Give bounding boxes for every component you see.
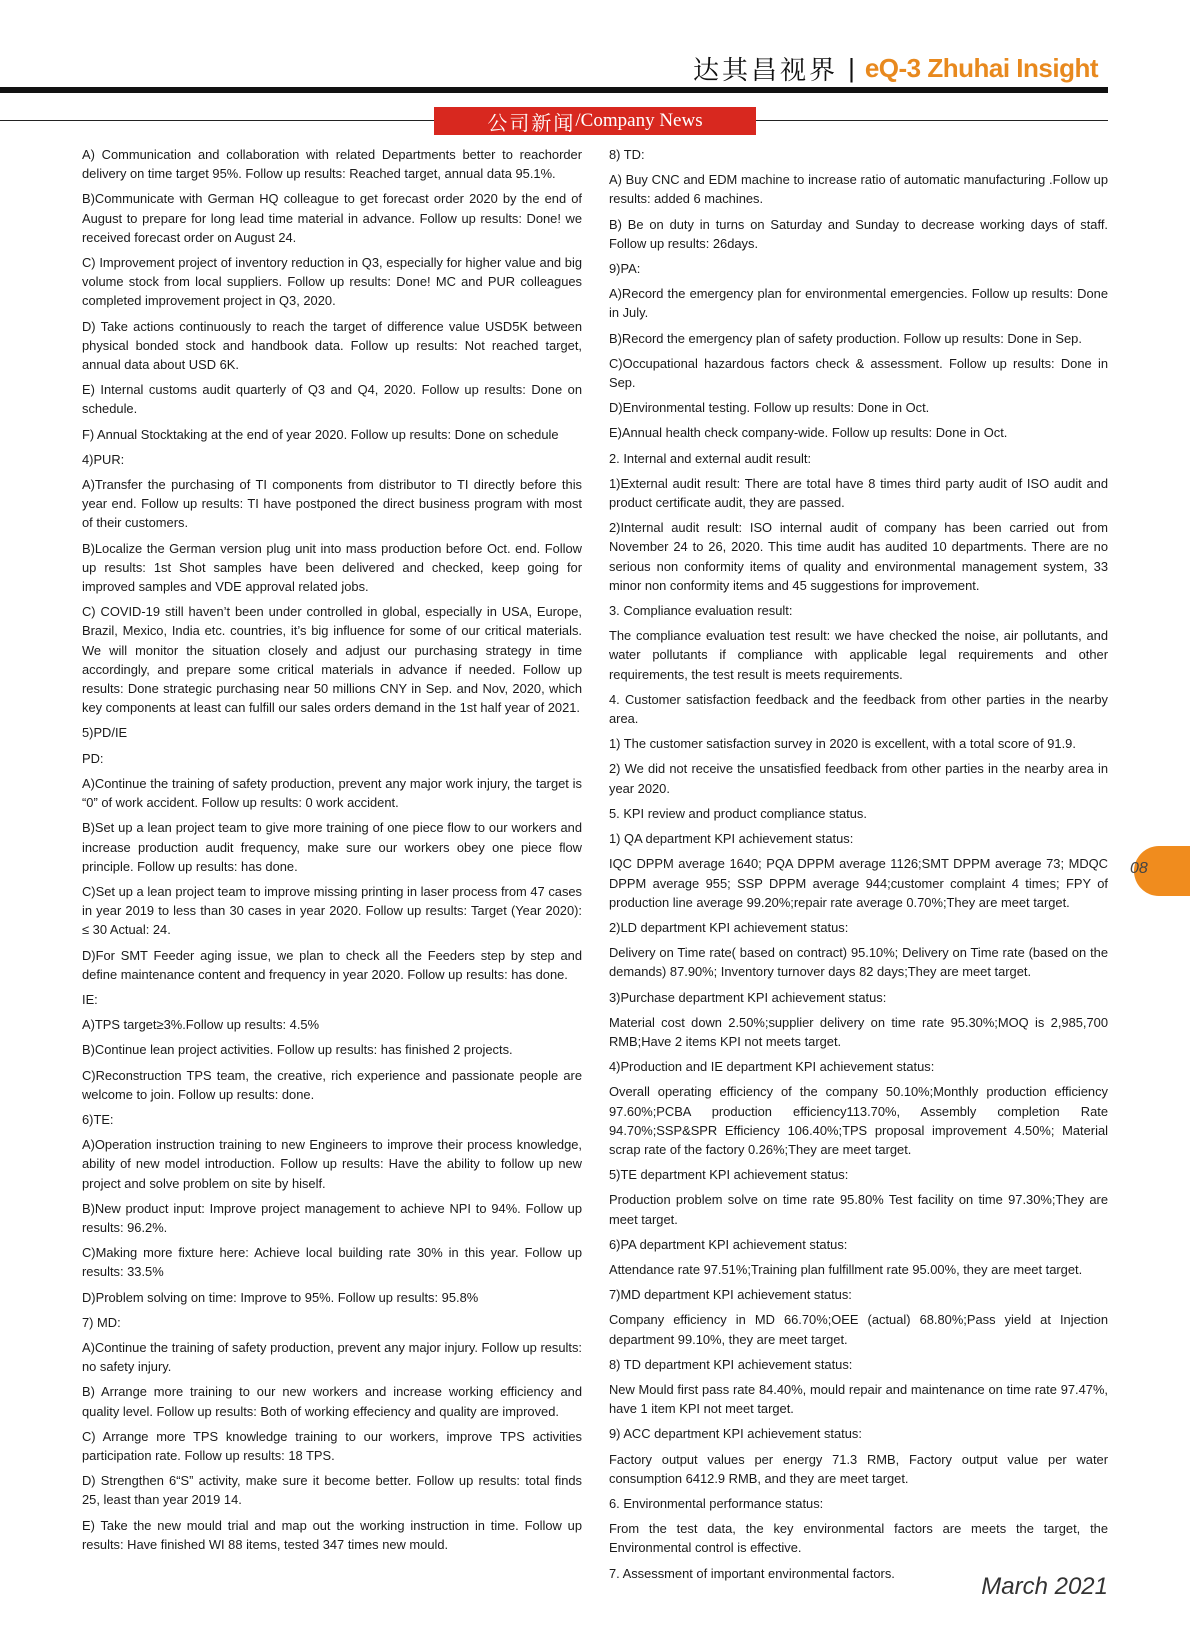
paragraph: A) Communication and collaboration with related Departments better to reachorder delivery on time target 95%. Follow up results: Reached target, annual data 95.1%. — [82, 147, 582, 182]
paragraph: A) Buy CNC and EDM machine to increase ratio of automatic manufacturing .Follow up results: added 6 machines. — [609, 172, 1108, 207]
paragraph: B)Communicate with German HQ colleague to get forecast order 2020 by the end of August to prepare for long lead time material in advance. Follow up results: Done! we received forecast order on August 24. — [82, 191, 582, 245]
paragraph: IQC DPPM average 1640; PQA DPPM average 1126;SMT DPPM average 73; MDQC DPPM average 955; SSP DPPM average 944;customer complaint 4 times; FPY of production line average 99.20%;repair rate average 0.70%;They are meet target. — [609, 856, 1108, 910]
paragraph: C) COVID-19 still haven’t been under controlled in global, especially in USA, Europe, Brazil, Mexico, India etc. countries, it’s big influence for some of our critical materials. We will monitor the situation closely and adjust our purchasing strategy in time accordingly, and prepare some critical materials in advance if needed. Follow up results: Done strategic purchasing near 50 millions CNY in Sep. and Nov, 2020, which key components at least can fulfill our sales orders demand in the 1st half year of 2021. — [82, 604, 582, 716]
page-number: 08 — [1130, 860, 1148, 877]
left-column — [82, 145, 582, 1560]
subheading: 6)PA department KPI achievement status: — [609, 1236, 848, 1252]
subheading: 5)TE department KPI achievement status: — [609, 1167, 849, 1183]
paragraph: C) Arrange more TPS knowledge training to our workers, improve TPS activities participation rate. Follow up results: 18 TPS. — [82, 1428, 582, 1463]
subheading: 8) TD department KPI achievement status: — [609, 1356, 853, 1372]
subheading: 6)TE: — [82, 1111, 114, 1127]
paragraph: B)Record the emergency plan of safety production. Follow up results: Done in Sep. — [609, 330, 1082, 346]
paragraph: E)Annual health check company-wide. Follow up results: Done in Oct. — [609, 425, 1008, 441]
subheading: 3)Purchase department KPI achievement status: — [609, 989, 887, 1005]
paragraph: Production problem solve on time rate 95.80% Test facility on time 97.30%;They are meet target. — [609, 1192, 1108, 1227]
paragraph: D) Strengthen 6“S” activity, make sure it become better. Follow up results: total finds 25, least than year 2019 14. — [82, 1473, 582, 1508]
paragraph: C)Set up a lean project team to improve missing printing in laser process from 47 cases in year 2019 to less than 30 cases in year 2020. Follow up results: Target (Year 2020): ≤ 30 Actual: 24. — [82, 883, 582, 938]
paragraph: C)Reconstruction TPS team, the creative, rich experience and passionate people are welcome to join. Follow up results: done. — [82, 1067, 582, 1102]
paragraph: B) Arrange more training to our new workers and increase working efficiency and quality level. Follow up results: Both of working effeciency and quality are improved. — [82, 1384, 582, 1419]
paragraph: D)Environmental testing. Follow up results: Done in Oct. — [609, 400, 930, 416]
subheading: 4)Production and IE department KPI achievement status: — [609, 1059, 935, 1075]
paragraph: 2) We did not receive the unsatisfied feedback from other parties in the nearby area in year 2020. — [609, 761, 1108, 796]
paragraph: C) Improvement project of inventory reduction in Q3, especially for higher value and big volume stock from local suppliers. Follow up results: Done! MC and PUR colleagues completed improvement project in Q3, 2020. — [82, 255, 582, 309]
paragraph: 2)Internal audit result: ISO internal audit of company has been carried out from November 24 to 26, 2020. This time audit has audited 10 departments. There are no serious non conformity items of quality and environmental management system, 33 minor non conformity items and 45 suggestions for improvement. — [609, 520, 1108, 593]
footer-date: March 2021 — [981, 1573, 1108, 1600]
paragraph: Delivery on Time rate( based on contract) 95.10%; Delivery on Time rate (based on the demands) 87.90%; Inventory turnover days 82 days;They are meet target. — [609, 945, 1108, 980]
brand-english: eQ-3 Zhuhai Insight — [864, 52, 1098, 83]
paragraph: C)Occupational hazardous factors check & assessment. Follow up results: Done in Sep. — [609, 355, 1108, 391]
paragraph: D) Take actions continuously to reach the target of difference value USD5K between physical bonded stock and handbook data. Follow up results: Not reached target, annual data about USD 6K. — [82, 318, 582, 373]
subheading: 8) TD: — [609, 147, 645, 162]
subheading: IE: — [82, 991, 98, 1007]
subheading: 2. Internal and external audit result: — [609, 450, 812, 466]
paragraph: A)Transfer the purchasing of TI components from distributor to TI directly before this year end. Follow up results: TI have postponed the direct business program with most of their customers. — [82, 477, 582, 531]
paragraph: D)For SMT Feeder aging issue, we plan to check all the Feeders step by step and define maintenance content and frequency in year 2020. Follow up results: has done. — [82, 947, 582, 982]
paragraph: From the test data, the key environmental factors are meets the target, the Environmental control is effective. — [609, 1521, 1108, 1556]
paragraph: Company efficiency in MD 66.70%;OEE (actual) 68.80%;Pass yield at Injection department 99.10%, they are meet target. — [609, 1312, 1108, 1347]
subheading: 2)LD department KPI achievement status: — [609, 919, 849, 935]
paragraph: A)Continue the training of safety production, prevent any major work injury, the target is “0” of work accident. Follow up results: 0 work accident. — [82, 775, 582, 811]
section-banner — [434, 107, 756, 135]
paragraph: B)Set up a lean project team to give more training of one piece flow to our workers and increase production audit frequency, make sure our workers obey one piece flow principle. Follow up results: has done. — [82, 820, 582, 874]
section-label-chinese: 公司新闻 — [487, 110, 576, 135]
masthead — [693, 50, 1098, 86]
brand-chinese: 达其昌视界 — [693, 55, 839, 86]
paragraph: New Mould first pass rate 84.40%, mould repair and maintenance on time rate 97.47%, have 1 item KPI not meet target. — [609, 1381, 1108, 1417]
paragraph: A)Continue the training of safety production, prevent any major injury. Follow up results: no safety injury. — [82, 1339, 582, 1375]
paragraph: E) Take the new mould trial and map out the working instruction in time. Follow up results: Have finished WI 88 items, tested 347 times new mould. — [82, 1517, 582, 1552]
paragraph: Material cost down 2.50%;supplier delivery on time rate 95.30%;MOQ is 2,985,700 RMB;Have 2 items KPI not meets target. — [609, 1014, 1108, 1049]
paragraph: E) Internal customs audit quarterly of Q3 and Q4, 2020. Follow up results: Done on schedule. — [82, 382, 582, 417]
subheading: 5. KPI review and product compliance status. — [609, 805, 867, 821]
subheading: 9)PA: — [609, 261, 641, 277]
paragraph: F) Annual Stocktaking at the end of year 2020. Follow up results: Done on schedule — [82, 426, 559, 442]
paragraph: A)TPS target≥3%.Follow up results: 4.5% — [82, 1017, 320, 1033]
subheading: 4)PUR: — [82, 451, 125, 467]
subheading: 1) QA department KPI achievement status: — [609, 831, 854, 847]
subheading: 7. Assessment of important environmental factors. — [609, 1565, 895, 1581]
paragraph: 1)External audit result: There are total have 8 times third party audit of ISO audit and product certificate audit, they are passed. — [609, 475, 1108, 511]
subheading: 6. Environmental performance status: — [609, 1495, 824, 1511]
paragraph: D)Problem solving on time: Improve to 95%. Follow up results: 95.8% — [82, 1289, 479, 1305]
subheading: 3. Compliance evaluation result: — [609, 603, 793, 619]
paragraph: Overall operating efficiency of the company 50.10%;Monthly production efficiency 97.60%;PCBA production efficiency113.70%, Assembly completion Rate 94.70%;SSP&SPR Efficiency 106.40%;TPS proposal improvement 4.50%; Material scrap rate of the factory 0.26%;They are meet target. — [609, 1084, 1108, 1157]
paragraph: A)Operation instruction training to new Engineers to improve their process knowledge, ability of new model introduction. Follow up results: Have the ability to follow up new project and solve problem on site by hiself. — [82, 1137, 582, 1191]
paragraph: Factory output values per energy 71.3 RMB, Factory output value per water consumption 6412.9 RMB, and they are meet target. — [609, 1451, 1108, 1486]
section-label-english: /Company News — [575, 110, 703, 131]
paragraph: 1) The customer satisfaction survey in 2020 is excellent, with a total score of 91.9. — [609, 736, 1076, 752]
paragraph: A)Record the emergency plan for environmental emergencies. Follow up results: Done in July. — [609, 286, 1108, 321]
paragraph: B)Localize the German version plug unit into mass production before Oct. end. Follow up results: 1st Shot samples have been delivered and checked, keep going for improved samples and VDE approval related jobs. — [82, 540, 582, 595]
subheading: PD: — [82, 750, 104, 766]
subheading: 5)PD/IE — [82, 725, 128, 741]
brand-separator: | — [848, 52, 855, 83]
paragraph: B) Be on duty in turns on Saturday and Sunday to decrease working days of staff. Follow up results: 26days. — [609, 216, 1108, 251]
subheading: 7) MD: — [82, 1314, 121, 1330]
paragraph: C)Making more fixture here: Achieve local building rate 30% in this year. Follow up results: 33.5% — [82, 1245, 582, 1280]
paragraph: B)New product input: Improve project management to achieve NPI to 94%. Follow up results: 96.2%. — [82, 1200, 582, 1235]
paragraph: B)Continue lean project activities. Follow up results: has finished 2 projects. — [82, 1042, 513, 1058]
subheading: 7)MD department KPI achievement status: — [609, 1287, 852, 1303]
paragraph: The compliance evaluation test result: we have checked the noise, air pollutants, and water pollutants if compliance with applicable legal requirements and other requirements, the test result is meets requirements. — [609, 628, 1108, 682]
subheading: 4. Customer satisfaction feedback and the feedback from other parties in the nearby area. — [609, 691, 1108, 727]
header-rule-thick — [0, 87, 1108, 93]
paragraph: Attendance rate 97.51%;Training plan fulfillment rate 95.00%, they are meet target. — [609, 1261, 1083, 1277]
right-column — [609, 145, 1108, 1589]
subheading: 9) ACC department KPI achievement status: — [609, 1426, 862, 1442]
